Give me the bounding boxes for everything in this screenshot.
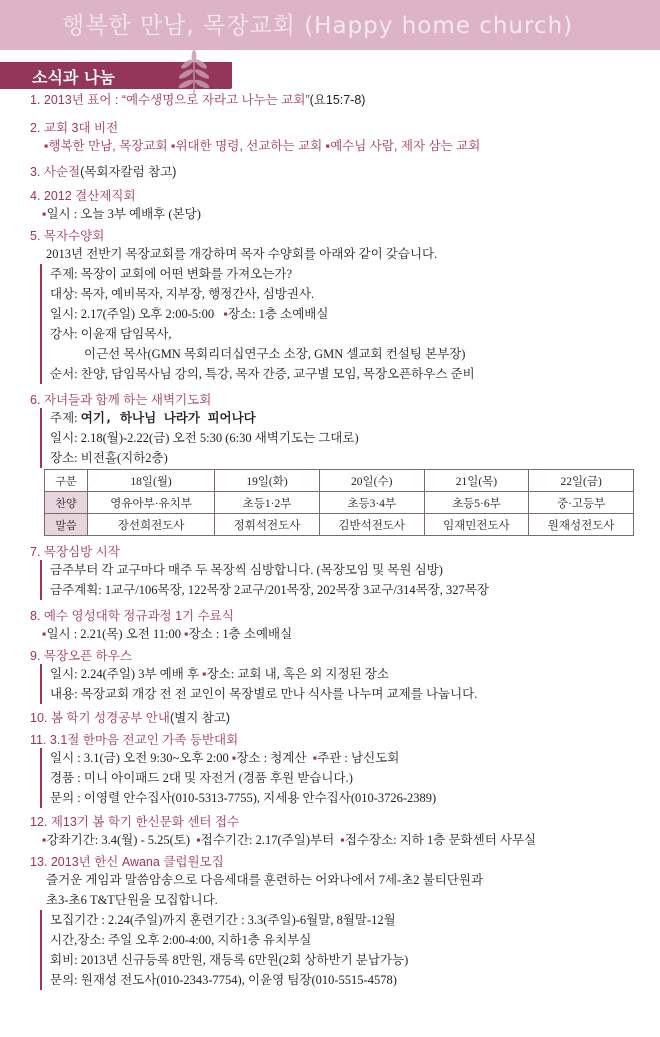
item-10-head: 10. 봄 학기 성경공부 안내(별지 참고): [30, 711, 231, 725]
table-cell: 원재성전도사: [529, 514, 634, 536]
item-5-head: 5. 목자수양회: [30, 229, 105, 243]
item-5-speaker2: 이근선 목사(GMN 목회리더십연구소 소장, GMN 셀교회 컨설팅 본부장): [84, 347, 466, 361]
item-5-order: 순서: 찬양, 담임목사님 강의, 특강, 목자 간증, 교구별 모임, 목장오픈하우스 준비: [50, 367, 475, 381]
item-11-line-1: 일시 : 3.1(금) 오전 9:30~오후 2:00 ▪장소 : 청계산 ▪주관 : 남신도회: [50, 751, 400, 765]
item-13-line-1: 모집기간 : 2.24(주일)까지 훈련기간 : 3.3(주일)-6월말, 8월말-12월: [50, 913, 396, 927]
table-cell: 중·고등부: [529, 492, 634, 514]
item-7-line-2: 금주계획: 1교구/106목장, 122목장 2교구/201목장, 202목장 3교구/314목장, 327목장: [50, 583, 489, 597]
item-6-date: 일시: 2.18(월)-2.22(금) 오전 5:30 (6:30 새벽기도는 그대로): [50, 431, 359, 445]
item-6-place: 장소: 비전홀(지하2층): [50, 451, 168, 465]
table-row: [45, 492, 634, 514]
item-4-line: ▪일시 : 오늘 3부 예배후 (본당): [42, 207, 201, 221]
item-7-line-1: 금주부터 각 교구마다 매주 두 목장씩 심방합니다. (목장모임 및 목원 심방): [50, 563, 443, 577]
item-11-line-2: 경품 : 미니 아이패드 2대 및 자전거 (경품 후원 받습니다.): [50, 771, 353, 785]
item-13-line-3: 회비: 2013년 신규등록 8만원, 재등록 6만원(2회 상하반기 분납가능): [50, 953, 409, 967]
table-header-row: [45, 470, 634, 492]
section-title: 소식과 나눔: [32, 68, 115, 87]
item-5-topic: 주제: 목장이 교회에 어떤 변화를 가져오는가?: [50, 267, 292, 281]
table-cell: 장선희전도사: [88, 514, 215, 536]
item-5-intro: 2013년 전반기 목장교회를 개강하며 목자 수양회를 아래와 같이 갖습니다.: [46, 247, 438, 261]
table-cell: 정휘석전도사: [215, 514, 320, 536]
table-cell: 김반석전도사: [319, 514, 424, 536]
table-cell: 영유아부·유치부: [88, 492, 215, 514]
item-6-topic: 주제: 여기, 하나님 나라가 피어나다: [50, 410, 256, 425]
item-13-line-2: 시간,장소: 주일 오후 2:00-4:00, 지하1층 유치부실: [50, 933, 312, 947]
table-header-cell: 21일(목): [424, 470, 529, 492]
leaf-sprig-icon: [170, 50, 218, 94]
item-11-head: 11. 3.1절 한마음 전교인 가족 등반대회: [30, 733, 239, 747]
table-row-label: 말씀: [45, 514, 88, 536]
item-9-line-2: 내용: 목장교회 개강 전 전 교인이 목장별로 만나 식사를 나누며 교제를 나눕니다.: [50, 687, 478, 701]
item-13-intro-1: 즐거운 게임과 말씀암송으로 다음세대를 훈련하는 어와나에서 7세-초2 불티단원과: [46, 873, 484, 887]
table-header-cell: 18일(월): [88, 470, 215, 492]
item-5-speaker: 강사: 이윤재 담임목사,: [50, 327, 172, 341]
item-8-head: 8. 예수 영성대학 정규과정 1기 수료식: [30, 609, 234, 623]
table-cell: 임재민전도사: [424, 514, 529, 536]
item-3-head: 3. 사순절(목회자칼럼 참고): [30, 165, 177, 179]
table-cell: 초등1·2부: [215, 492, 320, 514]
item-5-details: [40, 264, 640, 384]
item-2-head: 2. 교회 3대 비전: [30, 121, 119, 135]
item-9-details: [40, 664, 640, 704]
item-13-intro-2: 초3-초6 T&T단원을 모집합니다.: [46, 893, 218, 907]
table-cell: 초등5·6부: [424, 492, 529, 514]
item-12-line: ▪강좌기간: 3.4(월) - 5.25(토) ▪접수기간: 2.17(주일)부터 ▪접수장소: 지하 1층 문화센터 사무실: [42, 833, 537, 847]
table-header-cell: 22일(금): [529, 470, 634, 492]
table-cell: 초등3·4부: [319, 492, 424, 514]
news-content: [30, 92, 640, 990]
item-13-line-4: 문의: 원재성 전도사(010-2343-7754), 이윤영 팀장(010-5515-4578): [50, 973, 397, 987]
item-1-head: 1. 2013년 표어 : “예수생명으로 자라고 나누는 교회”(요15:7-8): [30, 93, 366, 107]
item-9-line-1: 일시: 2.24(주일) 3부 예배 후 ▪장소: 교회 내, 혹은 외 지정된 장소: [50, 667, 389, 681]
table-row: [45, 514, 634, 536]
item-9-head: 9. 목장오픈 하우스: [30, 649, 132, 663]
table-header-cell: 구분: [45, 470, 88, 492]
section-tag: [0, 62, 232, 89]
item-7-head: 7. 목장심방 시작: [30, 545, 120, 559]
table-row-label: 찬양: [45, 492, 88, 514]
item-13-head: 13. 2013년 한신 Awana 클럽원모집: [30, 855, 224, 869]
item-11-details: [40, 748, 640, 808]
table-header-cell: 19일(화): [215, 470, 320, 492]
table-header-cell: 20일(수): [319, 470, 424, 492]
item-7-details: [40, 560, 640, 600]
item-13-details: [40, 910, 640, 990]
banner-title: 행복한 만남, 목장교회 (Happy home church): [62, 13, 574, 39]
header-banner: [0, 0, 660, 50]
item-12-head: 12. 제13기 봄 학기 한신문화 센터 접수: [30, 815, 240, 829]
dawn-prayer-schedule-table: [44, 469, 634, 536]
item-6-details: [40, 408, 640, 468]
item-5-date: 일시: 2.17(주일) 오후 2:00-5:00 ▪장소: 1층 소예배실: [50, 307, 329, 321]
vision-list: ▪행복한 만남, 목장교회 ▪위대한 명령, 선교하는 교회 ▪예수님 사람, 제자 삼는 교회: [44, 139, 481, 153]
item-5-target: 대상: 목자, 예비목자, 지부장, 행정간사, 심방권사.: [50, 287, 315, 301]
item-4-head: 4. 2012 결산제직회: [30, 189, 136, 203]
item-6-head: 6. 자녀들과 함께 하는 새벽기도회: [30, 393, 212, 407]
item-11-line-3: 문의 : 이영렬 안수집사(010-5313-7755), 지세용 안수집사(010-3726-2389): [50, 791, 437, 805]
item-8-line: ▪일시 : 2.21(목) 오전 11:00 ▪장소 : 1층 소예배실: [42, 627, 293, 641]
